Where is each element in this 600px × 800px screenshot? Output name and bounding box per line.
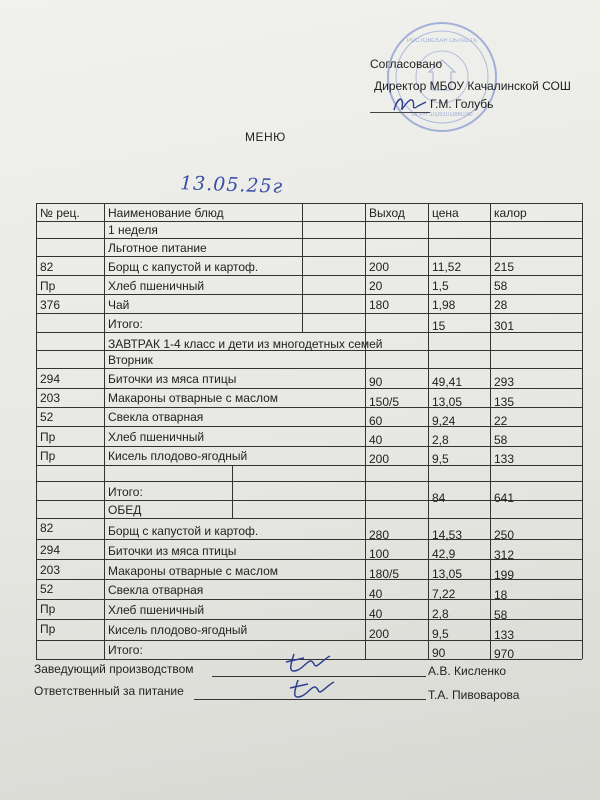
header-calories: калор [494,206,527,220]
svg-text:ОГРН 1026101886240: ОГРН 1026101886240 [411,112,473,118]
table-cell-calories: 135 [494,395,515,409]
table-cell-name: Свекла отварная [108,410,204,424]
table-cell-calories: 58 [494,433,508,447]
table-cell-name: Биточки из мяса птицы [108,372,237,386]
table-cell-output: 60 [369,414,383,428]
table-cell-calories: 199 [494,568,515,582]
table-cell-num: 52 [40,582,54,596]
table-cell-calories: 133 [494,452,515,466]
table-cell-output: 150/5 [369,395,400,409]
table-cell-price: 2,8 [432,607,449,621]
table-cell-price: 9,5 [432,627,449,641]
table-cell-num: Пр [40,279,56,293]
header-dish-name: Наименование блюд [108,206,224,220]
table-cell-calories: 28 [494,298,508,312]
table-cell-price: 13,05 [432,567,463,581]
table-total-calories: 301 [494,319,515,333]
table-cell-num: 294 [40,372,61,386]
director-name: Г.М. Голубь [430,97,494,111]
table-cell-name: Биточки из мяса птицы [108,544,237,558]
table-total-price: 90 [432,646,446,660]
table-cell-output: 280 [369,528,390,542]
header-recipe-number: № рец. [40,206,80,220]
table-cell-num: Пр [40,622,56,636]
table-cell-output: 100 [369,547,390,561]
table-cell-price: 9,5 [432,452,449,466]
table-cell-output: 200 [369,452,390,466]
table-cell-name: Борщ с капустой и картоф. [108,524,259,538]
table-cell-output: 40 [369,607,383,621]
table-cell-num: 82 [40,260,54,274]
table-cell-calories: 250 [494,528,515,542]
table-section-heading: Вторник [108,353,153,367]
page-title: МЕНЮ [245,130,286,144]
table-cell-num: Пр [40,430,56,444]
table-cell-output: 90 [369,375,383,389]
table-section-heading: ЗАВТРАК 1-4 класс и дети из многодетных семей [108,337,383,351]
table-cell-calories: 58 [494,608,508,622]
table-cell-price: 42,9 [432,547,456,561]
table-cell-price: 1,98 [432,298,456,312]
table-cell-name: Борщ с капустой и картоф. [108,260,259,274]
table-cell-name: Чай [108,298,130,312]
table-cell-num: Пр [40,449,56,463]
table-cell-name: Кисель плодово-ягодный [108,623,248,637]
table-cell-price: 9,24 [432,414,456,428]
table-total-calories: 970 [494,647,515,661]
table-cell-num: 82 [40,521,54,535]
table-cell-name: Макароны отварные с маслом [108,391,278,405]
table-cell-output: 200 [369,627,390,641]
table-cell-output: 20 [369,279,383,293]
table-total-price: 84 [432,491,446,505]
header-output: Выход [369,206,405,220]
approval-agreed: Согласовано [370,57,443,71]
table-cell-name: Кисель плодово-ягодный [108,449,248,463]
footer-role-nutrition: Ответственный за питание [34,684,184,698]
footer-role-production: Заведующий производством [34,662,194,676]
table-cell-output: 180 [369,298,390,312]
table-cell-num: 376 [40,298,61,312]
table-cell-price: 14,53 [432,528,463,542]
table-cell-calories: 215 [494,260,515,274]
table-cell-calories: 18 [494,588,508,602]
table-cell-name: Свекла отварная [108,583,204,597]
table-row-label: Льготное питание [108,241,207,255]
table-cell-num: 294 [40,543,61,557]
table-total-price: 15 [432,319,446,333]
table-cell-calories: 312 [494,548,515,562]
approval-director: Директор МБОУ Качалинской СОШ [374,79,571,93]
table-cell-output: 40 [369,433,383,447]
table-cell-name: Хлеб пшеничный [108,430,205,444]
table-cell-name: Хлеб пшеничный [108,279,205,293]
table-cell-price: 2,8 [432,433,449,447]
table-cell-num: Пр [40,602,56,616]
table-cell-price: 49,41 [432,375,463,389]
header-price: цена [432,206,459,220]
table-total-label: Итого: [108,317,143,331]
table-cell-price: 11,52 [432,260,462,274]
table-cell-output: 180/5 [369,567,400,581]
table-cell-calories: 293 [494,375,515,389]
table-cell-price: 7,22 [432,587,456,601]
table-total-label: Итого: [108,485,143,499]
table-cell-num: 203 [40,563,61,577]
table-cell-output: 200 [369,260,390,274]
table-cell-num: 203 [40,391,61,405]
table-cell-num: 52 [40,410,54,424]
table-cell-name: Хлеб пшеничный [108,603,205,617]
table-total-label: Итого: [108,643,143,657]
svg-text:РОСТОВСКАЯ ОБЛАСТЬ: РОСТОВСКАЯ ОБЛАСТЬ [406,38,478,44]
table-cell-price: 13,05 [432,395,463,409]
table-cell-calories: 58 [494,279,508,293]
table-section-heading: ОБЕД [108,503,142,517]
handwritten-date: 13.05.25г [179,172,284,198]
table-cell-calories: 133 [494,628,515,642]
table-cell-output: 40 [369,587,383,601]
footer-name-production: А.В. Кисленко [428,664,507,678]
table-row-label: 1 неделя [108,223,158,237]
footer-name-nutrition: Т.А. Пивоварова [428,688,520,702]
table-cell-name: Макароны отварные с маслом [108,564,278,578]
signature-nutrition [282,674,342,704]
table-total-calories: 641 [494,491,515,505]
table-cell-price: 1,5 [432,279,449,293]
table-cell-calories: 22 [494,414,508,428]
